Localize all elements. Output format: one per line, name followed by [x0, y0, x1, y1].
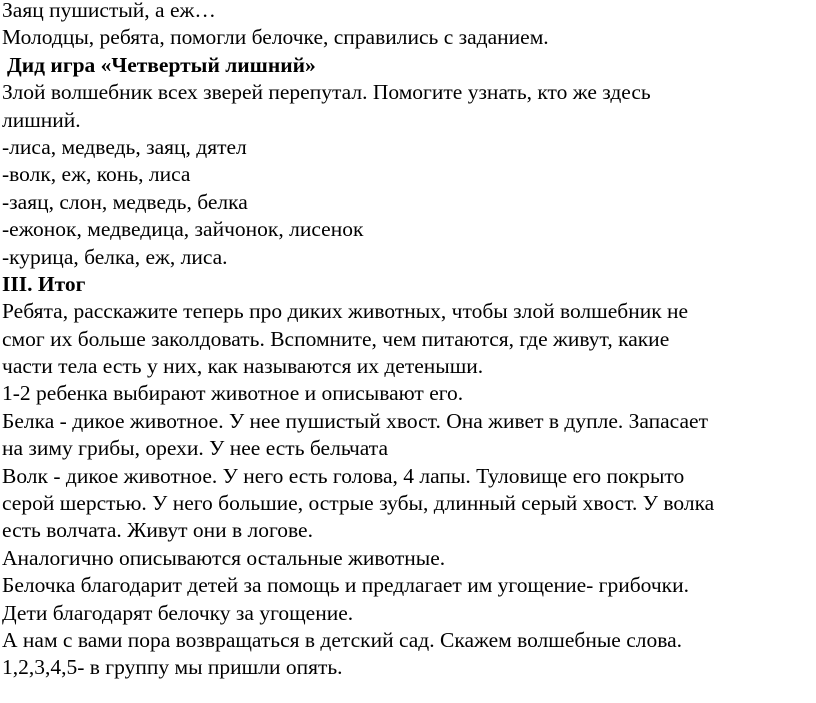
document-page	[2, 0, 814, 682]
text-line: Молодцы, ребята, помогли белочке, справились с заданием.	[2, 25, 549, 50]
section-heading-game: Дид игра «Четвертый лишний»	[7, 52, 316, 77]
list-item: -ежонок, медведица, зайчонок, лисенок	[2, 217, 364, 242]
list-item: -лиса, медведь, заяц, дятел	[2, 134, 247, 159]
text-line: Белочка благодарит детей за помощь и предлагает им угощение- грибочки.	[2, 573, 689, 598]
text-line: части тела есть у них, как называются их детеныши.	[2, 354, 484, 379]
text-line: Ребята, расскажите теперь про диких животных, чтобы злой волшебник не	[2, 299, 689, 324]
list-item: -волк, еж, конь, лиса	[2, 162, 191, 187]
text-line: Белка - дикое животное. У нее пушистый хвост. Она живет в дупле. Запасает	[2, 408, 708, 433]
section-heading-summary: III. Итог	[2, 271, 86, 296]
text-line: серой шерстью. У него большие, острые зубы, длинный серый хвост. У волка	[2, 491, 715, 516]
text-line: А нам с вами пора возвращаться в детский сад. Скажем волшебные слова.	[2, 627, 683, 652]
text-line: Дети благодарят белочку за угощение.	[2, 600, 354, 625]
text-line: лишний.	[2, 107, 81, 132]
text-line: Заяц пушистый, а еж…	[2, 0, 216, 22]
text-line: на зиму грибы, орехи. У нее есть бельчата	[2, 436, 388, 461]
text-line: есть волчата. Живут они в логове.	[2, 518, 313, 543]
text-line: Волк - дикое животное. У него есть голова, 4 лапы. Туловище его покрыто	[2, 463, 685, 488]
text-line: Аналогично описываются остальные животные.	[2, 545, 446, 570]
text-line: Злой волшебник всех зверей перепутал. Помогите узнать, кто же здесь	[2, 80, 651, 105]
text-line: смог их больше заколдовать. Вспомните, чем питаются, где живут, какие	[2, 326, 670, 351]
text-line: 1-2 ребенка выбирают животное и описывают его.	[2, 381, 464, 406]
text-line: 1,2,3,4,5- в группу мы пришли опять.	[2, 655, 343, 680]
list-item: -курица, белка, еж, лиса.	[2, 244, 228, 269]
list-item: -заяц, слон, медведь, белка	[2, 189, 248, 214]
